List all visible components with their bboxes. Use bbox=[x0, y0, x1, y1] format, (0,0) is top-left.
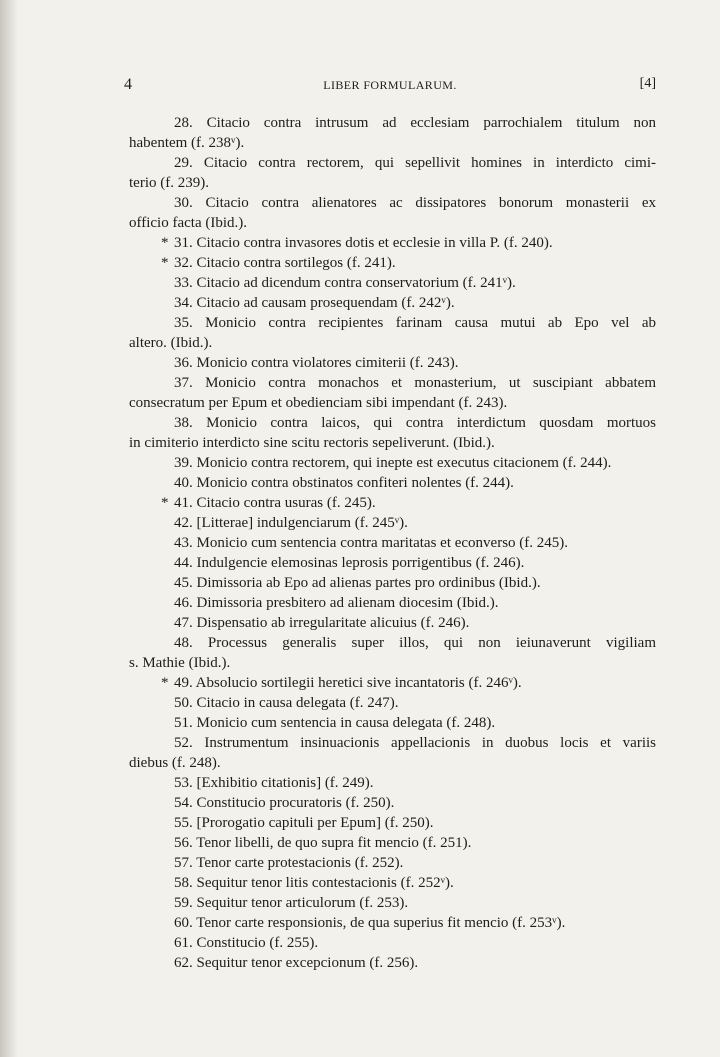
list-item bbox=[129, 913, 656, 933]
page-edge-shadow bbox=[0, 0, 18, 1057]
entry-line: 52. Instrumentum insinuacionis appellacionis in duobus locis et variis bbox=[174, 735, 656, 751]
running-head bbox=[124, 76, 656, 98]
entry-line: 58. Sequitur tenor litis contestacionis (f. 252ᵛ). bbox=[174, 875, 454, 891]
entry-line: 61. Constitucio (f. 255). bbox=[174, 935, 319, 951]
entry-line: 39. Monicio contra rectorem, qui inepte est executus citacionem (f. 244). bbox=[174, 455, 612, 471]
entry-line: 60. Tenor carte responsionis, de qua superius fit mencio (f. 253ᵛ). bbox=[174, 915, 566, 931]
list-item bbox=[129, 153, 656, 193]
list-item bbox=[129, 473, 656, 493]
list-item bbox=[129, 233, 656, 253]
list-item bbox=[129, 293, 656, 313]
list-item bbox=[129, 833, 656, 853]
list-item bbox=[129, 673, 656, 693]
entry-line: 45. Dimissoria ab Epo ad alienas partes pro ordinibus (Ibid.). bbox=[174, 575, 541, 591]
list-item bbox=[129, 193, 656, 233]
entry-continuation: habentem (f. 238ᵛ). bbox=[129, 135, 245, 151]
list-item bbox=[129, 253, 656, 273]
list-item bbox=[129, 873, 656, 893]
list-item bbox=[129, 773, 656, 793]
entry-line: 41. Citacio contra usuras (f. 245). bbox=[174, 495, 376, 511]
list-item bbox=[129, 813, 656, 833]
entry-line: 43. Monicio cum sentencia contra maritatas et econverso (f. 245). bbox=[174, 535, 569, 551]
list-item bbox=[129, 613, 656, 633]
list-item bbox=[129, 413, 656, 453]
list-item bbox=[129, 493, 656, 513]
list-item bbox=[129, 513, 656, 533]
entry-continuation: altero. (Ibid.). bbox=[129, 335, 213, 351]
entry-line: 47. Dispensatio ab irregularitate alicuius (f. 246). bbox=[174, 615, 470, 631]
entry-line: 31. Citacio contra invasores dotis et ecclesie in villa P. (f. 240). bbox=[174, 235, 553, 251]
list-item bbox=[129, 933, 656, 953]
list-item bbox=[129, 593, 656, 613]
list-item bbox=[129, 633, 656, 673]
entry-line: 62. Sequitur tenor excepcionum (f. 256). bbox=[174, 955, 419, 971]
page-marker: [4] bbox=[639, 76, 656, 91]
entry-line: 49. Absolucio sortilegii heretici sive incantatoris (f. 246ᵛ). bbox=[174, 675, 522, 691]
list-item bbox=[129, 273, 656, 293]
list-item bbox=[129, 453, 656, 473]
list-item bbox=[129, 533, 656, 553]
entry-line: 29. Citacio contra rectorem, qui sepellivit homines in interdicto cimi- bbox=[174, 155, 656, 171]
list-item bbox=[129, 793, 656, 813]
entry-line: 48. Processus generalis super illos, qui non ieiunaverunt vigiliam bbox=[174, 635, 656, 651]
entry-line: 55. [Prorogatio capituli per Epum] (f. 250). bbox=[174, 815, 434, 831]
entry-line: 37. Monicio contra monachos et monasterium, ut suscipiant abbatem bbox=[174, 375, 656, 391]
entry-line: 35. Monicio contra recipientes farinam causa mutui ab Epo vel ab bbox=[174, 315, 656, 331]
entry-line: 44. Indulgencie elemosinas leprosis porrigentibus (f. 246). bbox=[174, 555, 525, 571]
entry-line: 56. Tenor libelli, de quo supra fit mencio (f. 251). bbox=[174, 835, 472, 851]
entry-line: 32. Citacio contra sortilegos (f. 241). bbox=[174, 255, 396, 271]
entry-continuation: diebus (f. 248). bbox=[129, 755, 221, 771]
list-item bbox=[129, 713, 656, 733]
running-title: LIBER FORMULARUM. bbox=[323, 78, 457, 92]
entry-star: * bbox=[161, 675, 169, 691]
entry-star: * bbox=[161, 255, 169, 271]
entry-line: 51. Monicio cum sentencia in causa delegata (f. 248). bbox=[174, 715, 496, 731]
list-item bbox=[129, 953, 656, 973]
entry-continuation: officio facta (Ibid.). bbox=[129, 215, 248, 231]
list-item bbox=[129, 893, 656, 913]
list-item bbox=[129, 313, 656, 353]
entry-line: 46. Dimissoria presbitero ad alienam diocesim (Ibid.). bbox=[174, 595, 499, 611]
entry-line: 59. Sequitur tenor articulorum (f. 253). bbox=[174, 895, 409, 911]
entry-line: 42. [Litterae] indulgenciarum (f. 245ᵛ). bbox=[174, 515, 408, 531]
entry-line: 30. Citacio contra alienatores ac dissipatores bonorum monasterii ex bbox=[174, 195, 656, 211]
list-item bbox=[129, 553, 656, 573]
entry-star: * bbox=[161, 495, 169, 511]
entry-line: 33. Citacio ad dicendum contra conservatorium (f. 241ᵛ). bbox=[174, 275, 516, 291]
list-item bbox=[129, 353, 656, 373]
entry-continuation: s. Mathie (Ibid.). bbox=[129, 655, 231, 671]
entry-line: 40. Monicio contra obstinatos confiteri nolentes (f. 244). bbox=[174, 475, 514, 491]
entry-line: 28. Citacio contra intrusum ad ecclesiam parrochialem titulum non bbox=[174, 115, 656, 131]
entry-line: 57. Tenor carte protestacionis (f. 252). bbox=[174, 855, 404, 871]
entry-line: 36. Monicio contra violatores cimiterii (f. 243). bbox=[174, 355, 459, 371]
list-item bbox=[129, 573, 656, 593]
entry-continuation: in cimiterio interdicto sine scitu rectoris sepeliverunt. (Ibid.). bbox=[129, 435, 495, 451]
entry-continuation: terio (f. 239). bbox=[129, 175, 209, 191]
entry-star: * bbox=[161, 235, 169, 251]
list-item bbox=[129, 853, 656, 873]
entry-line: 50. Citacio in causa delegata (f. 247). bbox=[174, 695, 399, 711]
entry-line: 34. Citacio ad causam prosequendam (f. 242ᵛ). bbox=[174, 295, 455, 311]
entry-line: 53. [Exhibitio citationis] (f. 249). bbox=[174, 775, 374, 791]
entry-line: 54. Constitucio procuratoris (f. 250). bbox=[174, 795, 395, 811]
entry-continuation: consecratum per Epum et obedienciam sibi impendant (f. 243). bbox=[129, 395, 508, 411]
page-number: 4 bbox=[124, 76, 132, 93]
entry-line: 38. Monicio contra laicos, qui contra interdictum quosdam mortuos bbox=[174, 415, 656, 431]
list-item bbox=[129, 113, 656, 153]
list-item bbox=[129, 733, 656, 773]
list-item bbox=[129, 693, 656, 713]
list-item bbox=[129, 373, 656, 413]
entry-list bbox=[129, 113, 656, 973]
